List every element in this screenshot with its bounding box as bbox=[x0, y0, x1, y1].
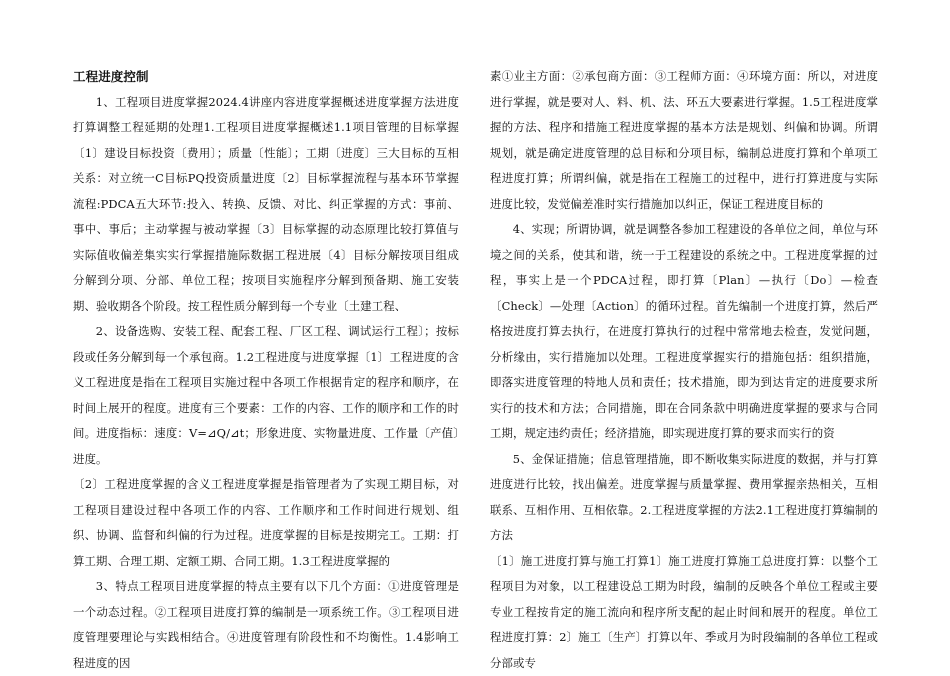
paragraph-left-3: 〔2〕工程进度掌握的含义工程进度掌握是指管理者为了实现工期目标，对工程项目建设过程中各项工作的内容、工作顺序和工作时间进行规划、组织、协调、监督和纠偏的行为过程。进度掌握的目标是按期完工。工期：打算工期、合理工期、定额工期、合同工期。1.3工程进度掌握的 bbox=[73, 472, 459, 574]
paragraph-right-2: 4、实现；所谓协调，就是调整各参加工程建设的各单位之间，单位与环境之间的关系，使其和谐，统一于工程建设的系统之中。工程进度掌握的过程，事实上是一个PDCA过程，即打算〔Plan〕—执行〔Do〕—检查〔Check〕—处理〔Action〕的循环过程。首先编制一个进度打算，然后严格按进度打算去执行，在进度打算执行的过程中常常地去检查，发觉问题，分析缘由，实行措施加以处理。工程进度掌握实行的措施包括：组织措施，即落实进度管理的特地人员和责任；技术措施，即为到达肯定的进度要求所实行的技术和方法；合同措施，即在合同条款中明确进度掌握的要求与合同工期，规定违约责任；经济措施，即实现进度打算的要求而实行的资 bbox=[490, 217, 878, 447]
paragraph-right-4: 〔1〕施工进度打算与施工打算1〕施工进度打算施工总进度打算：以整个工程项目为对象，以工程建设总工期为时段，编制的反映各个单位工程或主要专业工程按肯定的施工流向和程序所支配的起止时间和展开的程度。单位工程进度打算：2〕施工〔生产〕打算以年、季或月为时段编制的各单位工程或分部或专 bbox=[490, 549, 878, 676]
left-column bbox=[73, 64, 459, 676]
paragraph-right-3: 5、金保证措施；信息管理措施，即不断收集实际进度的数据，并与打算进度进行比较，找出偏差。进度掌握与质量掌握、费用掌握亲热相关，互相联系、互相作用、互相依靠。2.工程进度掌握的方法2.1工程进度打算编制的方法 bbox=[490, 447, 878, 549]
paragraph-left-4: 3、特点工程项目进度掌握的特点主要有以下几个方面：①进度管理是一个动态过程。②工程项目进度打算的编制是一项系统工作。③工程项目进度管理要理论与实践相结合。④进度管理有阶段性和不均衡性。1.4影响工程进度的因 bbox=[73, 574, 459, 676]
paragraph-right-1: 素①业主方面：②承包商方面：③工程师方面：④环境方面：所以，对进度进行掌握，就是要对人、料、机、法、环五大要素进行掌握。1.5工程进度掌握的方法、程序和措施工程进度掌握的基本方法是规划、纠偏和协调。所谓规划，就是确定进度管理的总目标和分项目标，编制总进度打算和个单项工程进度打算；所谓纠偏，就是指在工程施工的过程中，进行打算进度与实际进度比较，发觉偏差准时实行措施加以纠正，保证工程进度目标的 bbox=[490, 64, 878, 217]
paragraph-left-1: 1、工程项目进度掌握2024.4讲座内容进度掌握概述进度掌握方法进度打算调整工程延期的处理1.工程项目进度掌握概述1.1项目管理的目标掌握〔1〕建设目标投资〔费用〕；质量〔性能〕；工期〔进度〕三大目标的互相关系：对立统一C目标PQ投资质量进度〔2〕目标掌握流程与基本环节掌握流程:PDCA五大环节:投入、转换、反馈、对比、纠正掌握的方式：事前、事中、事后；主动掌握与被动掌握〔3〕目标掌握的动态原理比较打算值与实际值收偏差集实实行掌握措施际数据工程进展〔4〕目标分解按项目组成分解到分项、分部、单位工程；按项目实施程序分解到预备期、施工安装期、验收期各个阶段。按工程性质分解到每一个专业〔土建工程、 bbox=[73, 90, 459, 320]
document-title: 工程进度控制 bbox=[73, 64, 459, 90]
right-column bbox=[490, 64, 878, 676]
paragraph-left-2: 2、设备选购、安装工程、配套工程、厂区工程、调试运行工程〕；按标段或任务分解到每一个承包商。1.2工程进度与进度掌握〔1〕工程进度的含义工程进度是指在工程项目实施过程中各项工作根据肯定的程序和顺序，在时间上展开的程度。进度有三个要素：工作的内容、工作的顺序和工作的时间。进度指标：速度：V=⊿Q/⊿t；形象进度、实物量进度、工作量〔产值〕进度。 bbox=[73, 319, 459, 472]
